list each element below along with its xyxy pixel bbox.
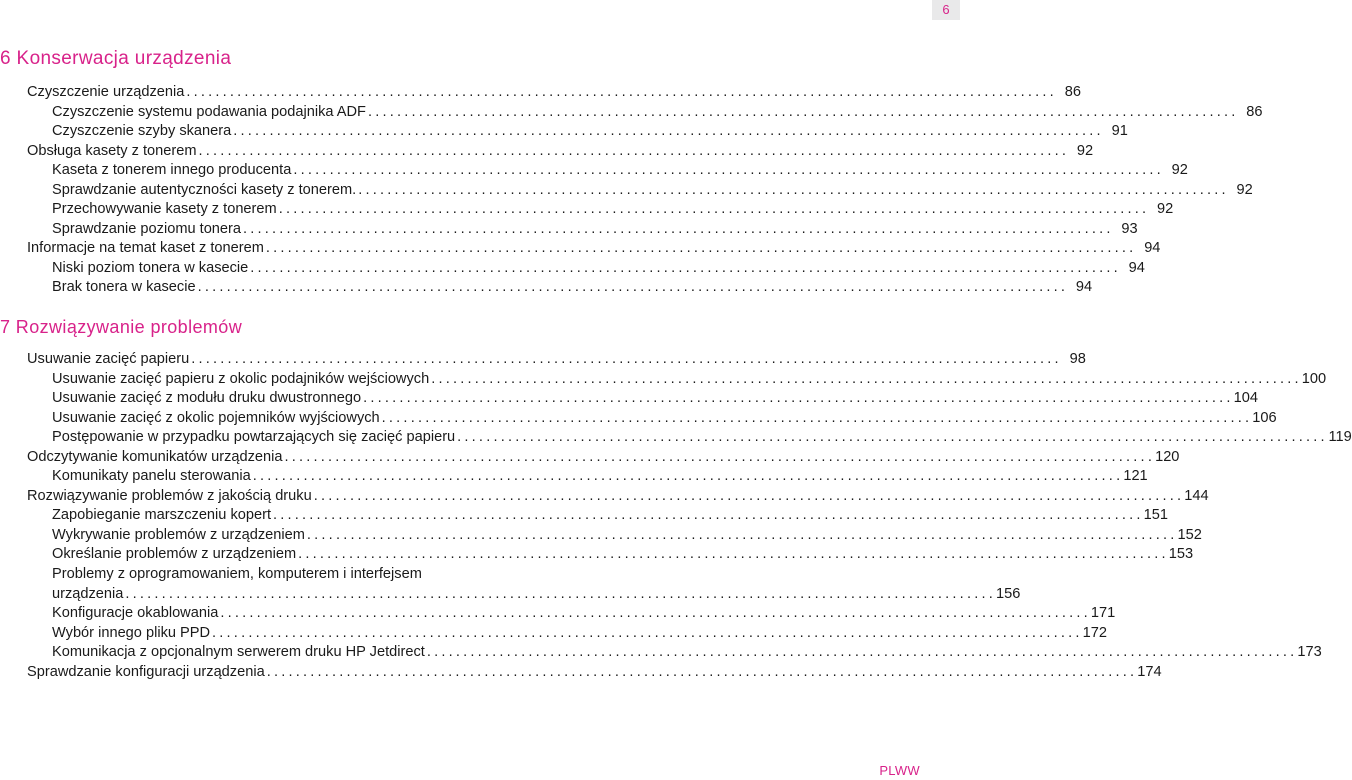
- toc-entry[interactable]: [0, 350, 1086, 370]
- toc-page-number: 98: [1069, 351, 1086, 367]
- toc-dot-leader: ........................................................................................................................: [252, 468, 1124, 485]
- toc-entry-row: [52, 259, 1145, 279]
- toc-dot-leader: ........................................................................................................................: [243, 220, 1114, 237]
- toc-dot-leader: ........................................................................................................................: [197, 279, 1069, 296]
- toc-entry-row: [52, 585, 1021, 605]
- toc-entry-row: [52, 389, 1258, 409]
- toc-entry-body: [52, 103, 1263, 123]
- toc-page-number: 153: [1168, 546, 1194, 563]
- toc-entry-body: [52, 370, 1327, 390]
- toc-dot-leader: ........................................................................................................................: [212, 624, 1083, 641]
- toc-entry-title: Czyszczenie urządzenia: [27, 84, 185, 100]
- toc-entry[interactable]: [0, 122, 1128, 142]
- toc-page-number: 94: [1075, 279, 1093, 296]
- toc-page-number: 91: [1111, 123, 1128, 140]
- toc-entry-title: Konfiguracje okablowania: [52, 605, 219, 622]
- toc-entry[interactable]: [0, 239, 1161, 259]
- toc-entry-body: [52, 181, 1253, 201]
- toc-page-number: 172: [1082, 624, 1107, 641]
- toc-entry-row: [52, 409, 1277, 429]
- toc-entry[interactable]: [0, 545, 1194, 565]
- toc-dot-leader: ........................................................................................................................: [186, 84, 1057, 100]
- toc-dot-leader: ........................................................................................................................: [363, 390, 1234, 407]
- toc-entry[interactable]: [0, 506, 1168, 526]
- toc-entry[interactable]: [0, 409, 1277, 429]
- toc-dot-leader: ........................................................................................................................: [367, 103, 1239, 120]
- toc-entry-title: Brak tonera w kasecie: [52, 279, 196, 296]
- toc-entry-body: [27, 448, 1180, 468]
- toc-entry-row: [52, 467, 1148, 487]
- toc-entry[interactable]: [0, 142, 1094, 162]
- toc-entry-title: Usuwanie zacięć z okolic pojemników wyjściowych: [52, 409, 380, 426]
- toc-entry-title: Postępowanie w przypadku powtarzających się zacięć papieru: [52, 429, 456, 446]
- toc-entry[interactable]: [0, 220, 1138, 240]
- toc-entry-title: Odczytywanie komunikatów urządzenia: [27, 448, 283, 465]
- chapter-6-heading: 6 Konserwacja urządzenia: [0, 48, 232, 69]
- toc-dot-leader: ........................................................................................................................: [125, 585, 996, 602]
- toc-entry-body: [52, 545, 1194, 565]
- toc-page-number: 171: [1090, 605, 1116, 622]
- toc-entry[interactable]: [0, 448, 1180, 468]
- toc-dot-leader: ........................................................................................................................: [191, 351, 1062, 367]
- toc-entry-row: [52, 161, 1188, 181]
- toc-entry-body: [52, 220, 1138, 240]
- toc-entry[interactable]: [0, 370, 1327, 390]
- toc-dot-leader: ........................................................................................................................: [278, 201, 1150, 218]
- toc-dot-leader: ........................................................................................................................: [220, 605, 1091, 622]
- toc-entry-body: [52, 624, 1107, 644]
- toc-entry-row: [27, 663, 1162, 683]
- toc-entry-body: [27, 239, 1161, 259]
- toc-page-number: 100: [1301, 370, 1327, 387]
- toc-dot-leader: ........................................................................................................................: [293, 162, 1164, 179]
- toc-entry-title: Informacje na temat kaset z tonerem: [27, 240, 264, 257]
- toc-entry-title: Czyszczenie szyby skanera: [52, 123, 232, 140]
- toc-entry-row: [52, 604, 1116, 624]
- toc-entry-body: [27, 487, 1209, 507]
- toc-entry-body: [27, 663, 1162, 683]
- toc-entry-row: [27, 350, 1086, 370]
- toc-dot-leader: ........................................................................................................................: [381, 409, 1253, 426]
- toc-dot-leader: ........................................................................................................................: [358, 181, 1229, 198]
- toc-entry[interactable]: [0, 565, 1021, 604]
- toc-entry-body: [52, 161, 1188, 181]
- toc-page-number: 152: [1177, 526, 1202, 543]
- toc-entry[interactable]: [0, 663, 1162, 683]
- toc-page-number: 93: [1121, 220, 1138, 237]
- toc-entry-title: Sprawdzanie konfiguracji urządzenia: [27, 663, 265, 680]
- toc-entry-row: [52, 526, 1202, 546]
- toc-entry-body: [27, 350, 1086, 370]
- toc-entry-title: Komunikaty panelu sterowania: [52, 468, 251, 485]
- toc-entry[interactable]: [0, 624, 1107, 644]
- toc-page-number: 151: [1143, 507, 1168, 524]
- toc-entry-row: [52, 181, 1253, 201]
- toc-page-number: 120: [1155, 448, 1180, 465]
- toc-entry-row: [52, 200, 1174, 220]
- toc-entry[interactable]: [0, 604, 1116, 624]
- toc-dot-leader: ........................................................................................................................: [306, 526, 1178, 543]
- toc-page-number: 106: [1252, 409, 1277, 426]
- toc-entry-row: [52, 278, 1093, 298]
- toc-entry-body: [52, 604, 1116, 624]
- toc-page-number: 92: [1171, 162, 1188, 179]
- toc-entry-title: Kaseta z tonerem innego producenta: [52, 162, 292, 179]
- page-number-tab: 6: [932, 0, 960, 20]
- toc-page-number: 94: [1128, 259, 1145, 276]
- toc-entry-row: [52, 122, 1128, 142]
- toc-entry-body: [52, 643, 1322, 663]
- toc-entry-body: [52, 428, 1352, 448]
- toc-page-number: 156: [995, 585, 1021, 602]
- toc-entry-title: Czyszczenie systemu podawania podajnika ADF: [52, 103, 366, 120]
- toc-entry[interactable]: [0, 83, 1081, 103]
- toc-dot-leader: ........................................................................................................................: [233, 123, 1104, 140]
- toc-entry[interactable]: [0, 389, 1258, 409]
- toc-entry-title: Niski poziom tonera w kasecie: [52, 259, 249, 276]
- toc-dot-leader: ........................................................................................................................: [250, 259, 1121, 276]
- toc-entry[interactable]: [0, 161, 1188, 181]
- toc-entry-body: [52, 278, 1093, 298]
- toc-entry-row: [52, 428, 1352, 448]
- toc-entry-title: Komunikacja z opcjonalnym serwerem druku HP Jetdirect: [52, 644, 425, 661]
- toc-entry-body: [27, 142, 1094, 162]
- toc-entry-title: Usuwanie zacięć papieru z okolic podajników wejściowych: [52, 370, 430, 387]
- toc-entry-body: [52, 506, 1168, 526]
- toc-dot-leader: ........................................................................................................................: [298, 546, 1169, 563]
- toc-dot-leader: ........................................................................................................................: [284, 448, 1156, 465]
- toc-entry-body: [27, 83, 1081, 103]
- toc-entry-title: Usuwanie zacięć z modułu druku dwustronnego: [52, 390, 362, 407]
- toc-entry[interactable]: [0, 200, 1174, 220]
- toc-dot-leader: ........................................................................................................................: [313, 487, 1185, 504]
- toc-page-number: 174: [1137, 663, 1162, 680]
- toc-dot-leader: ........................................................................................................................: [198, 142, 1070, 159]
- toc-page-number: 86: [1246, 103, 1263, 120]
- toc-entry-title: Określanie problemów z urządzeniem: [52, 546, 297, 563]
- toc-entry[interactable]: [0, 428, 1352, 448]
- toc-dot-leader: ........................................................................................................................: [431, 370, 1302, 387]
- toc-entry-row: [52, 624, 1107, 644]
- toc-entry[interactable]: [0, 259, 1145, 279]
- toc-entry-title: Przechowywanie kasety z tonerem: [52, 201, 277, 218]
- toc-entry-body: [52, 565, 1021, 604]
- toc-entry-body: [52, 200, 1174, 220]
- toc-entry-row: [52, 545, 1194, 565]
- toc-entry-body: [52, 259, 1145, 279]
- toc-entry-title: Sprawdzanie autentyczności kasety z tonerem.: [52, 181, 357, 198]
- toc-page-number: 92: [1236, 181, 1253, 198]
- toc-entry-title: Zapobieganie marszczeniu kopert: [52, 507, 272, 524]
- toc-entry-body: [52, 467, 1148, 487]
- toc-page-number: 173: [1297, 644, 1322, 661]
- toc-dot-leader: ........................................................................................................................: [273, 507, 1144, 524]
- toc-entry-title: Obsługa kasety z tonerem: [27, 142, 197, 159]
- toc-page-number: 94: [1144, 240, 1161, 257]
- toc-page-number: 144: [1184, 487, 1209, 504]
- toc-entry[interactable]: [0, 487, 1209, 507]
- toc-dot-leader: ........................................................................................................................: [457, 429, 1328, 446]
- toc-entry[interactable]: [0, 526, 1202, 546]
- toc-entry[interactable]: [0, 181, 1253, 201]
- toc-entry-title-line: Problemy z oprogramowaniem, komputerem i interfejsem: [52, 566, 422, 583]
- toc-page-number: 119: [1328, 429, 1352, 446]
- toc-page-number: 104: [1233, 390, 1258, 407]
- toc-entry-row: [27, 487, 1209, 507]
- toc-entry-row: [52, 506, 1168, 526]
- chapter-7-toc-list: [0, 350, 1352, 682]
- toc-entry[interactable]: [0, 278, 1093, 298]
- toc-dot-leader: ........................................................................................................................: [426, 644, 1298, 661]
- toc-entry-row: [52, 220, 1138, 240]
- toc-page-number: 121: [1123, 468, 1148, 485]
- chapter-6-toc-list: [0, 83, 1263, 298]
- chapter-7-heading: 7 Rozwiązywanie problemów: [0, 317, 243, 337]
- toc-entry-row: [27, 142, 1094, 162]
- toc-entry-row: [52, 643, 1322, 663]
- toc-entry-body: [52, 122, 1128, 142]
- toc-entry[interactable]: [0, 643, 1322, 663]
- toc-entry-body: [52, 389, 1258, 409]
- toc-dot-leader: ........................................................................................................................: [265, 240, 1137, 257]
- toc-entry-row: [52, 370, 1327, 390]
- toc-entry-title: Rozwiązywanie problemów z jakością druku: [27, 487, 312, 504]
- toc-entry-title: Wybór innego pliku PPD: [52, 624, 211, 641]
- toc-entry-title: urządzenia: [52, 585, 124, 602]
- toc-entry-title: Sprawdzanie poziomu tonera: [52, 220, 242, 237]
- toc-entry-title: Wykrywanie problemów z urządzeniem: [52, 526, 305, 543]
- toc-entry-row: [52, 103, 1263, 123]
- footer-locale-label: PLWW: [879, 763, 920, 778]
- toc-dot-leader: ........................................................................................................................: [266, 663, 1138, 680]
- toc-entry-row: [27, 448, 1180, 468]
- toc-entry-body: [52, 409, 1277, 429]
- toc-entry[interactable]: [0, 467, 1148, 487]
- toc-entry-row: [27, 239, 1161, 259]
- toc-entry-title: Usuwanie zacięć papieru: [27, 351, 190, 367]
- toc-page-number: 92: [1157, 201, 1174, 218]
- toc-entry-body: [52, 526, 1202, 546]
- toc-entry[interactable]: [0, 103, 1263, 123]
- toc-entry-row: [27, 83, 1081, 103]
- toc-page-number: 92: [1076, 142, 1094, 159]
- toc-page-number: 86: [1064, 84, 1081, 100]
